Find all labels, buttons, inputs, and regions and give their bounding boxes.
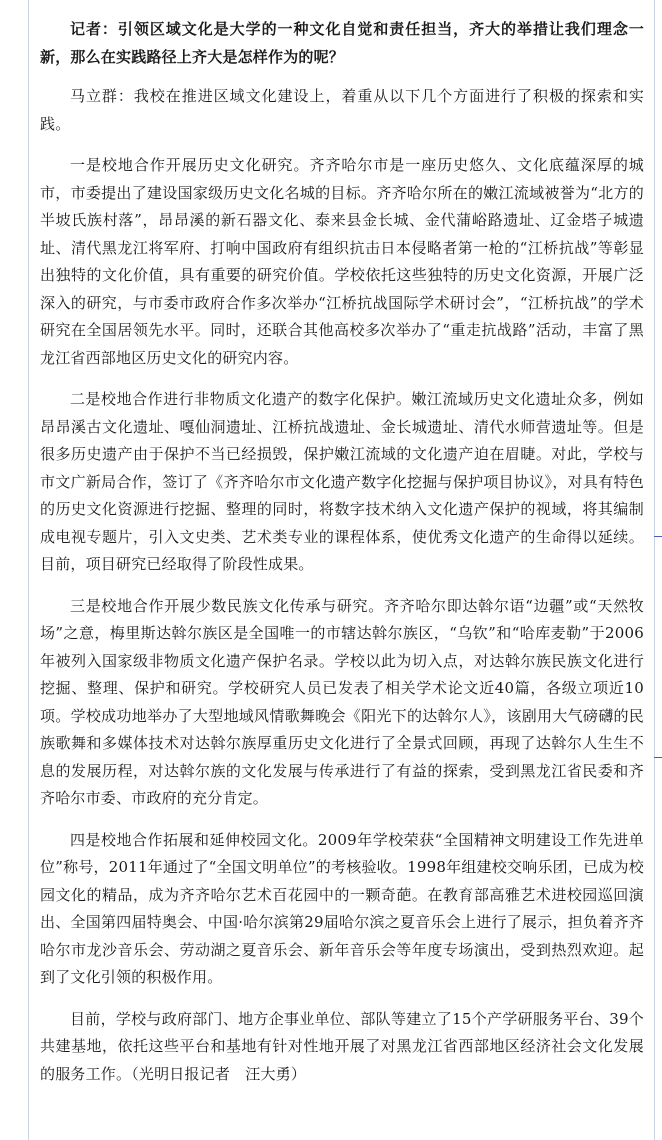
edge-marker xyxy=(654,757,662,758)
interview-question: 记者：引领区域文化是大学的一种文化自觉和责任担当，齐大的举措让我们理念一新，那么在实践路径上齐大是怎样作为的呢？ xyxy=(40,20,644,66)
answer-intro: 马立群：我校在推进区域文化建设上，着重从以下几个方面进行了积极的探索和实践。 xyxy=(40,87,644,133)
paragraph-ethnic-culture: 三是校地合作开展少数民族文化传承与研究。齐齐哈尔即达斡尔语“边疆”或“天然牧场”之意，梅里斯达斡尔族区是全国唯一的市辖达斡尔族区，“乌钦”和“哈库麦勒”于2006年被列入国家级非物质文化遗产保护名录。学校以此为切入点，对达斡尔族民族文化进行挖掘、整理、保护和研究。学校研究人员已发表了相关学术论文近40篇，各级立项近10项。学校成功地举办了大型地域风情歌舞晚会《阳光下的达斡尔人》，该剧用大气磅礴的民族歌舞和多媒体技术对达斡尔族厚重历史文化进行了全景式回顾，再现了达斡尔人生生不息的发展历程，对达斡尔族的文化发展与传承进行了有益的探索，受到黑龙江省民委和齐齐哈尔市委、市政府的充分肯定。 xyxy=(40,596,644,807)
article-body xyxy=(40,16,644,1102)
right-frame-border xyxy=(654,0,655,1140)
paragraph-closing: 目前，学校与政府部门、地方企事业单位、部队等建立了15个产学研服务平台、39个共建基地，依托这些平台和基地有针对性地开展了对黑龙江省西部地区经济社会文化发展的服务工作。（光明日报记者 汪大勇） xyxy=(40,1009,644,1083)
paragraph-history-research: 一是校地合作开展历史文化研究。齐齐哈尔市是一座历史悠久、文化底蕴深厚的城市，市委提出了建设国家级历史文化名城的目标。齐齐哈尔所在的嫩江流域被誉为“北方的半坡氏族村落”，昂昂溪的新石器文化、泰来县金长城、金代蒲峪路遗址、辽金塔子城遗址、清代黑龙江将军府、打响中国政府有组织抗击日本侵略者第一枪的“江桥抗战”等彰显出独特的文化价值，具有重要的研究价值。学校依托这些独特的历史文化资源，开展广泛深入的研究，与市委市政府合作多次举办“江桥抗战国际学术研讨会”，“江桥抗战”的学术研究在全国居领先水平。同时，还联合其他高校多次举办了“重走抗战路”活动，丰富了黑龙江省西部地区历史文化的研究内容。 xyxy=(40,156,644,367)
paragraph-heritage-digitization: 二是校地合作进行非物质文化遗产的数字化保护。嫩江流域历史文化遗址众多，例如昂昂溪古文化遗址、嘎仙洞遗址、江桥抗战遗址、金长城遗址、清代水师营遗址等。但是很多历史遗产由于保护不当已经损毁，保护嫩江流域的文化遗产迫在眉睫。对此，学校与市文广新局合作，签订了《齐齐哈尔市文化遗产数字化挖掘与保护项目协议》，对具有特色的历史文化资源进行挖掘、整理的同时，将数字技术纳入文化遗产保护的视域，将其编制成电视专题片，引入文史类、艺术类专业的课程体系，使优秀文化遗产的生命得以延续。目前，项目研究已经取得了阶段性成果。 xyxy=(40,390,644,573)
left-frame-border xyxy=(28,0,29,1140)
edge-marker xyxy=(654,536,662,537)
paragraph-campus-culture: 四是校地合作拓展和延伸校园文化。2009年学校荣获“全国精神文明建设工作先进单位”称号，2011年通过了“全国文明单位”的考核验收。1998年组建校交响乐团，已成为校园文化的精品，成为齐齐哈尔艺术百花园中的一颗奇葩。在教育部高雅艺术进校园巡回演出、全国第四届特奥会、中国·哈尔滨第29届哈尔滨之夏音乐会上进行了展示，担负着齐齐哈尔市龙沙音乐会、劳动湖之夏音乐会、新年音乐会等年度专场演出，受到热烈欢迎。起到了文化引领的积极作用。 xyxy=(40,830,644,986)
